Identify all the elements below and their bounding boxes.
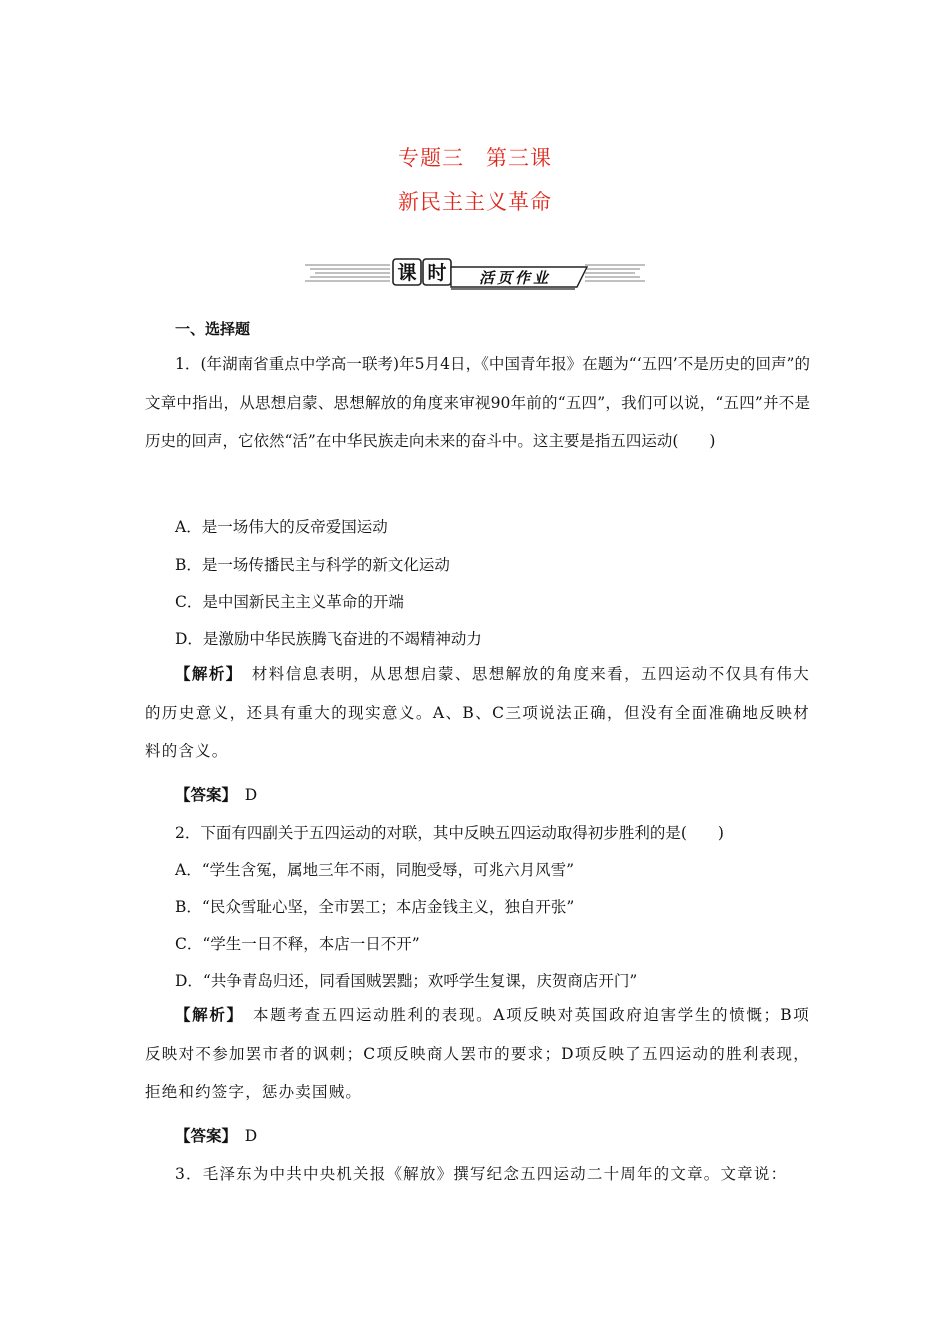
analysis-label: 【解析】	[175, 664, 235, 683]
q3-stem: 3．毛泽东为中共中央机关报《解放》撰写纪念五四运动二十周年的文章。文章说：	[175, 1165, 788, 1183]
q2-stem: 2．下面有四副关于五四运动的对联，其中反映五四运动取得初步胜利的是( )	[175, 824, 724, 842]
homework-badge	[305, 253, 645, 297]
q2-option-c: C．“学生一日不释，本店一日不开”	[175, 935, 420, 953]
q1-stem: 1．(年湖南省重点中学高一联考)年5月4日，《中国青年报》在题为“‘五四’不是历史的回声”的文章中指出，从思想启蒙、思想解放的角度来审视90年前的“五四”，我们可以说，“五四”并不是历史的回声，它依然“活”在中华民族走向未来的奋斗中。这主要是指五四运动( )	[145, 355, 810, 450]
badge-graphic	[305, 253, 645, 297]
answer-label: 【答案】	[175, 785, 230, 804]
q2-option-a: A．“学生含冤，属地三年不雨，同胞受辱，可兆六月风雪”	[175, 861, 575, 879]
answer-label: 【答案】	[175, 1126, 230, 1145]
badge-subtitle: 活页作业	[478, 269, 552, 287]
q1-option-b: B．是一场传播民主与科学的新文化运动	[175, 556, 450, 574]
analysis-label: 【解析】	[175, 1005, 236, 1024]
badge-char-1: 课	[397, 262, 417, 284]
analysis-text: 本题考查五四运动胜利的表现。A项反映对英国政府迫害学生的愤慨；B项反映对不参加罢市者的讽刺；C项反映商人罢市的要求；D项反映了五四运动的胜利表现，拒绝和约签字，惩办卖国贼。	[145, 1006, 810, 1101]
q2-option-b: B．“民众雪耻心坚，全市罢工；本店金钱主义，独自开张”	[175, 898, 575, 916]
analysis-text: 材料信息表明，从思想启蒙、思想解放的角度来看，五四运动不仅具有伟大的历史意义，还具有重大的现实意义。A、B、C三项说法正确，但没有全面准确地反映材料的含义。	[145, 665, 810, 760]
q2-option-d: D．“共争青岛归还，同看国贼罢黜；欢呼学生复课，庆贺商店开门”	[175, 972, 638, 990]
q2-analysis	[145, 996, 810, 1112]
q1-answer	[175, 783, 257, 805]
q1-option-a: A．是一场伟大的反帝爱国运动	[175, 518, 388, 536]
q1-option-d: D．是激励中华民族腾飞奋进的不竭精神动力	[175, 630, 482, 648]
lesson-title: 专题三 第三课	[398, 146, 552, 170]
q1-analysis	[145, 655, 810, 771]
badge-char-2: 时	[427, 262, 447, 284]
answer-value: D	[229, 786, 258, 804]
q2-answer	[175, 1124, 257, 1146]
answer-value: D	[229, 1127, 258, 1145]
lesson-subtitle: 新民主主义革命	[398, 190, 552, 214]
q1-option-c: C．是中国新民主主义革命的开端	[175, 593, 404, 611]
section-heading: 一、选择题	[175, 320, 251, 338]
